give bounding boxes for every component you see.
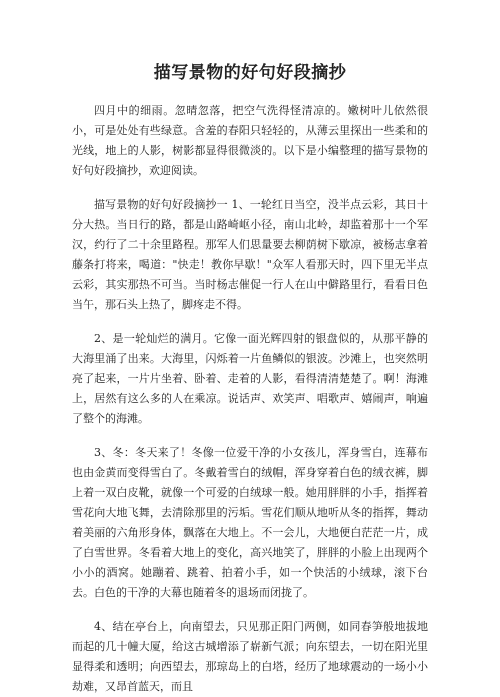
paragraph-4: 4、结在亭台上，向南望去，只见那正阳门两侧，如同春笋般地拔地而起的几十幢大厦，给这古城增添了崭新气派；向东望去，一切在阳光里显得柔和透明；向西望去，那琼岛上的白塔，经历了地球震动的一场小小劫难，又昂首蓝天，而且 — [72, 620, 428, 693]
paragraph-3: 3、冬：冬天来了！冬像一位爱干净的小女孩儿，浑身雪白，连幕布也由金黄而变得雪白了。冬戴着雪白的绒帽，浑身穿着白色的绒衣裤，脚上着一双白皮靴，就像一个可爱的白绒球一般。她用胖胖的小手，指挥着雪花向大地飞舞，去清除那里的污垢。雪花们顺从地听从冬的指挥，舞动着美丽的六角形身体，飘落在大地上。不一会儿，大地便白茫茫一片，成了白雪世界。冬看着大地上的变化，高兴地笑了，胖胖的小脸上出现两个小小的酒窝。她蹦着、跳着、拍着小手，如一个快活的小绒球，滚下台去。白色的干净的大幕也随着冬的退场而闭拢了。 — [72, 446, 428, 599]
document-title: 描写景物的好句好段摘抄 — [153, 63, 347, 83]
paragraph-1: 描写景物的好句好段摘抄一 1、一轮红日当空，没半点云彩，其日十分大热。当日行的路，都是山路崎岖小径，南山北岭，却监着那十一个军汉，约行了二十余里路程。那军人们思量要去柳荫树下歇凉，被杨志拿着藤条打将来，喝道："快走！教你早歇！"众军人看那天时，四下里无半点云彩，其实那热不可当。当时杨志催促一行人在山中僻路里行，看看日色当午，那石头上热了，脚疼走不得。 — [72, 198, 428, 311]
intro-paragraph: 四月中的细雨。忽晴忽落，把空气洗得怪清凉的。嫩树叶儿依然很小，可是处处有些绿意。含羞的春阳只轻轻的，从薄云里探出一些柔和的光线，地上的人影，树影都显得很微淡的。以下是小编整理的描写景物的好句好段摘抄，欢迎阅读。 — [72, 104, 428, 177]
paragraph-2: 2、是一轮灿烂的满月。它像一面光辉四射的银盘似的，从那平静的大海里涌了出来。大海里，闪烁着一片鱼鳞似的银波。沙滩上，也突然明亮了起来，一片片坐着、卧着、走着的人影，看得清清楚楚了。啊！海滩上，居然有这么多的人在乘凉。说话声、欢笑声、唱歌声、嬉闹声，响遍了整个的海滩。 — [72, 332, 428, 425]
